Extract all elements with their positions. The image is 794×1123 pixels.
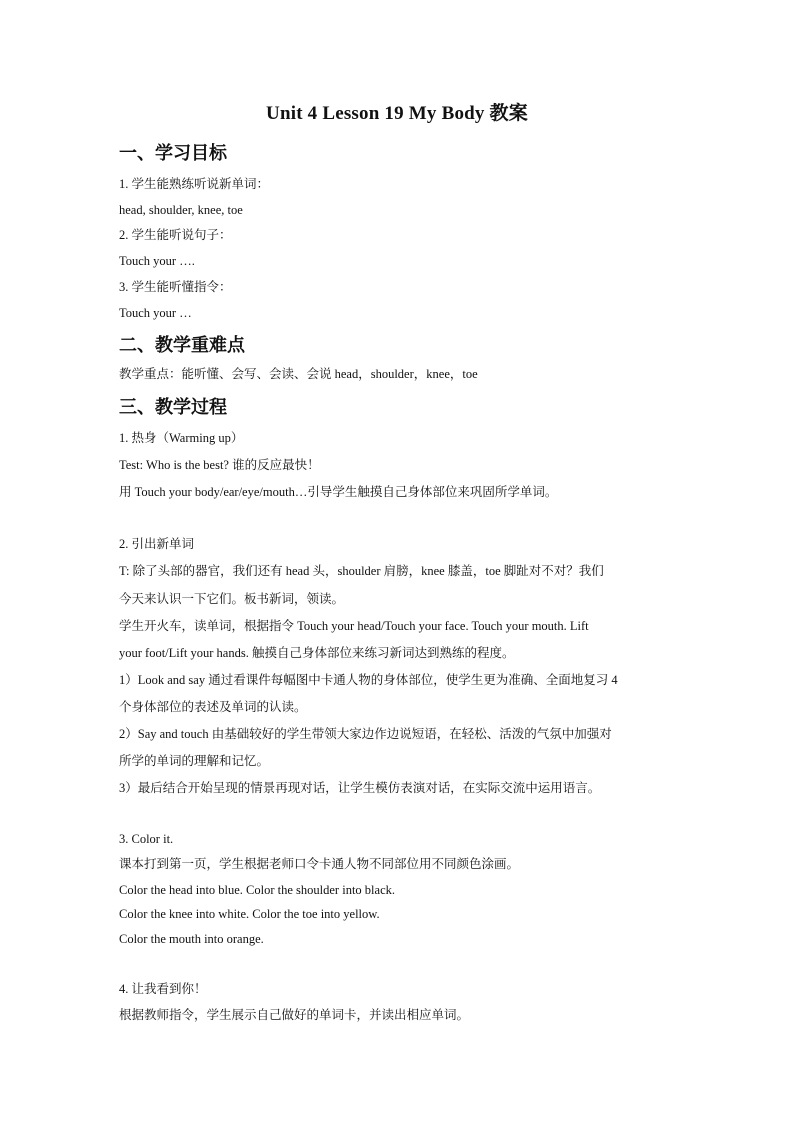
newwords-line: your foot/Lift your hands. 触摸自己身体部位来练习新词达到熟练的程度。 <box>119 646 515 660</box>
objective-line: 3. 学生能听懂指令： <box>119 280 232 294</box>
newwords-heading: 2. 引出新单词 <box>119 537 195 551</box>
section-heading-objectives: 一、学习目标 <box>119 143 227 164</box>
newwords-line: 今天来认识一下它们。板书新词，领读。 <box>119 592 345 606</box>
newwords-line: 2）Say and touch 由基础较好的学生带领大家边作边说短语，在轻松、活泼的气氛中加强对 <box>119 727 612 741</box>
color-line: Color the head into blue. Color the shoulder into black. <box>119 883 395 897</box>
newwords-line: 所学的单词的理解和记忆。 <box>119 754 270 768</box>
newwords-line: 3）最后结合开始呈现的情景再现对话，让学生模仿表演对话，在实际交流中运用语言。 <box>119 781 601 795</box>
section-heading-process: 三、教学过程 <box>119 397 227 418</box>
document-title: Unit 4 Lesson 19 My Body 教案 <box>266 103 528 124</box>
newwords-line: 1）Look and say 通过看课件每幅图中卡通人物的身体部位，使学生更为准确、全面地复习 4 <box>119 673 618 687</box>
objective-line: 1. 学生能熟练听说新单词： <box>119 177 270 191</box>
showme-heading: 4. 让我看到你！ <box>119 982 207 996</box>
showme-line: 根据教师指令，学生展示自己做好的单词卡，并读出相应单词。 <box>119 1008 470 1022</box>
warmup-heading: 1. 热身（Warming up） <box>119 431 244 445</box>
objective-line: head, shoulder, knee, toe <box>119 203 243 217</box>
newwords-line: 个身体部位的表述及单词的认读。 <box>119 700 307 714</box>
objective-line: 2. 学生能听说句子： <box>119 228 232 242</box>
warmup-line: 用 Touch your body/ear/eye/mouth…引导学生触摸自己身体部位来巩固所学单词。 <box>119 485 558 499</box>
color-line: Color the knee into white. Color the toe into yellow. <box>119 907 380 921</box>
color-line: Color the mouth into orange. <box>119 932 264 946</box>
section-heading-key-points: 二、教学重难点 <box>119 335 245 356</box>
newwords-line: 学生开火车，读单词，根据指令 Touch your head/Touch your face. Touch your mouth. Lift <box>119 619 589 633</box>
newwords-line: T: 除了头部的器官，我们还有 head 头，shoulder 肩膀，knee 膝盖，toe 脚趾对不对？我们 <box>119 564 604 578</box>
color-line: 课本打到第一页，学生根据老师口令卡通人物不同部位用不同颜色涂画。 <box>119 857 520 871</box>
objective-line: Touch your … <box>119 306 192 320</box>
objective-line: Touch your …. <box>119 254 195 268</box>
color-heading: 3. Color it. <box>119 832 174 846</box>
warmup-line: Test: Who is the best? 谁的反应最快！ <box>119 458 320 472</box>
key-point-line: 教学重点：能听懂、会写、会读、会说 head，shoulder，knee，toe <box>119 367 478 381</box>
